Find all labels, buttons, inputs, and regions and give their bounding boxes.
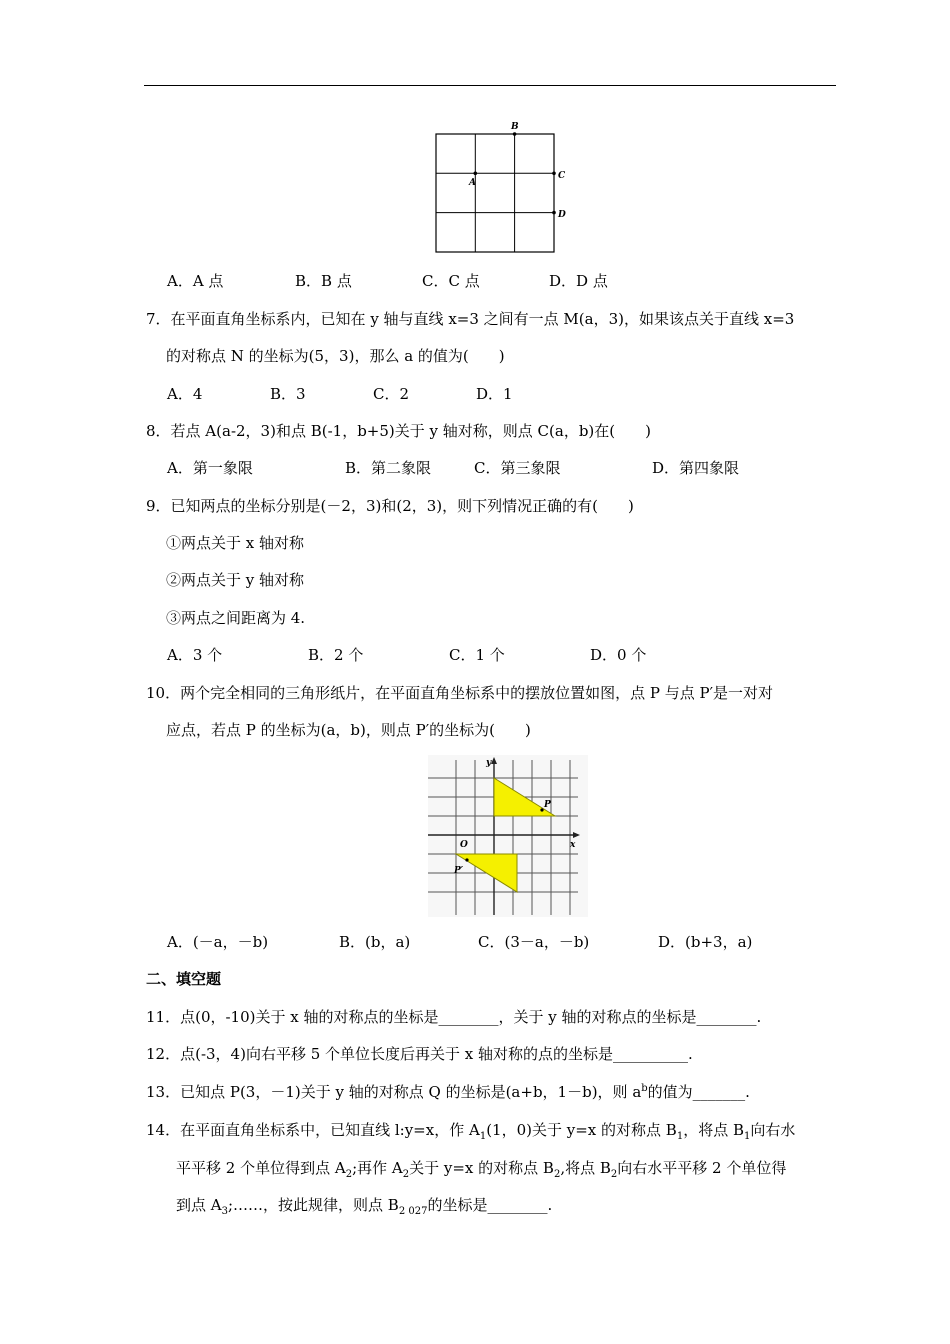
q7-option-b: B．3 <box>270 385 306 403</box>
q10-line1: 10．两个完全相同的三角形纸片，在平面直角坐标系中的摆放位置如图，点 P 与点 P′是一对对 <box>146 684 773 702</box>
label-a: A <box>469 178 476 188</box>
label-p-prime: P′ <box>454 866 464 876</box>
q9-item-3: ③两点之间距离为 4. <box>166 609 306 627</box>
point-b <box>513 132 517 136</box>
q9-option-c: C．1 个 <box>449 646 505 664</box>
label-b: B <box>511 122 519 132</box>
q14-line2: 平平移 2 个单位得到点 $A_2$;再作 $A_2$关于 y=x 的对称点 $B_2$,将点 $B_2$向右水平平移 2 个单位得 <box>176 1159 787 1180</box>
q12-text: 12．点(-3，4)向右平移 5 个单位长度后再关于 x 轴对称的点的坐标是__________. <box>146 1045 693 1063</box>
q13-exponent: b <box>641 1083 648 1094</box>
q9-item-2: ②两点关于 y 轴对称 <box>166 571 305 589</box>
q8-line1: 8．若点 A(a-2，3)和点 B(-1，b+5)关于 y 轴对称，则点 C(a，b)在( ) <box>146 422 651 440</box>
q14-line1: 14．在平面直角坐标系中，已知直线 l:y=x，作 $A_1(1$，0)关于 y=x 的对称点 $B_1$，将点 $B_1$向右水 <box>146 1121 796 1142</box>
axis-y-label: y <box>486 758 492 768</box>
triangles-coordinate-figure <box>428 755 588 917</box>
q7-line1: 7．在平面直角坐标系内，已知在 y 轴与直线 x=3 之间有一点 M(a，3)，如果该点关于直线 x=3 <box>146 310 795 328</box>
label-p: P <box>544 800 551 810</box>
q9-line1: 9．已知两点的坐标分别是(－2，3)和(2，3)，则下列情况正确的有( ) <box>146 497 634 515</box>
q8-option-d: D．第四象限 <box>652 459 740 477</box>
q6-option-b: B．B 点 <box>295 272 352 290</box>
section-title-fill-blank: 二、填空题 <box>146 970 222 988</box>
q6-option-c: C．C 点 <box>422 272 480 290</box>
q8-option-b: B．第二象限 <box>345 459 432 477</box>
point-p-prime <box>465 858 468 861</box>
label-d: D <box>558 210 566 220</box>
q7-option-c: C．2 <box>373 385 410 403</box>
q6-option-d: D．D 点 <box>549 272 608 290</box>
q14-line3: 到点 $A_3;\dots\dots$，按此规律，则点 $B_{2 027}$的坐标是________. <box>176 1196 553 1217</box>
q9-item-1: ①两点关于 x 轴对称 <box>166 534 304 552</box>
axis-x-label: x <box>570 840 576 850</box>
header-rule <box>144 85 836 86</box>
q7-option-a: A．4 <box>167 385 203 403</box>
q8-option-c: C．第三象限 <box>474 459 561 477</box>
point-c <box>552 172 556 176</box>
q9-option-a: A．3 个 <box>167 646 223 664</box>
q7-option-d: D．1 <box>476 385 513 403</box>
q10-option-a: A．(－a，－b) <box>167 933 269 951</box>
origin-label: O <box>460 840 468 850</box>
q8-option-a: A．第一象限 <box>167 459 253 477</box>
q7-line2: 的对称点 N 的坐标为(5，3)，那么 a 的值为( ) <box>166 347 505 365</box>
q9-option-d: D．0 个 <box>590 646 647 664</box>
q6-option-a: A．A 点 <box>167 272 224 290</box>
point-d <box>552 211 556 215</box>
q13-before: 13．已知点 P(3，－1)关于 y 轴的对称点 Q 的坐标是(a+b，1－b)，则 a <box>146 1083 642 1101</box>
point-a <box>474 172 478 176</box>
q11-text: 11．点(0，-10)关于 x 轴的对称点的坐标是________，关于 y 轴的对称点的坐标是________. <box>146 1008 762 1026</box>
q13-text <box>146 1082 750 1102</box>
label-c: C <box>558 171 566 181</box>
grid-figure-points <box>430 118 570 258</box>
q9-option-b: B．2 个 <box>308 646 364 664</box>
q10-option-c: C．(3－a，－b) <box>478 933 590 951</box>
q10-option-d: D．(b+3，a) <box>658 933 753 951</box>
q10-line2: 应点，若点 P 的坐标为(a，b)，则点 P′的坐标为( ) <box>166 721 531 739</box>
q13-after: 的值为_______. <box>647 1083 750 1101</box>
q10-option-b: B．(b，a) <box>339 933 411 951</box>
